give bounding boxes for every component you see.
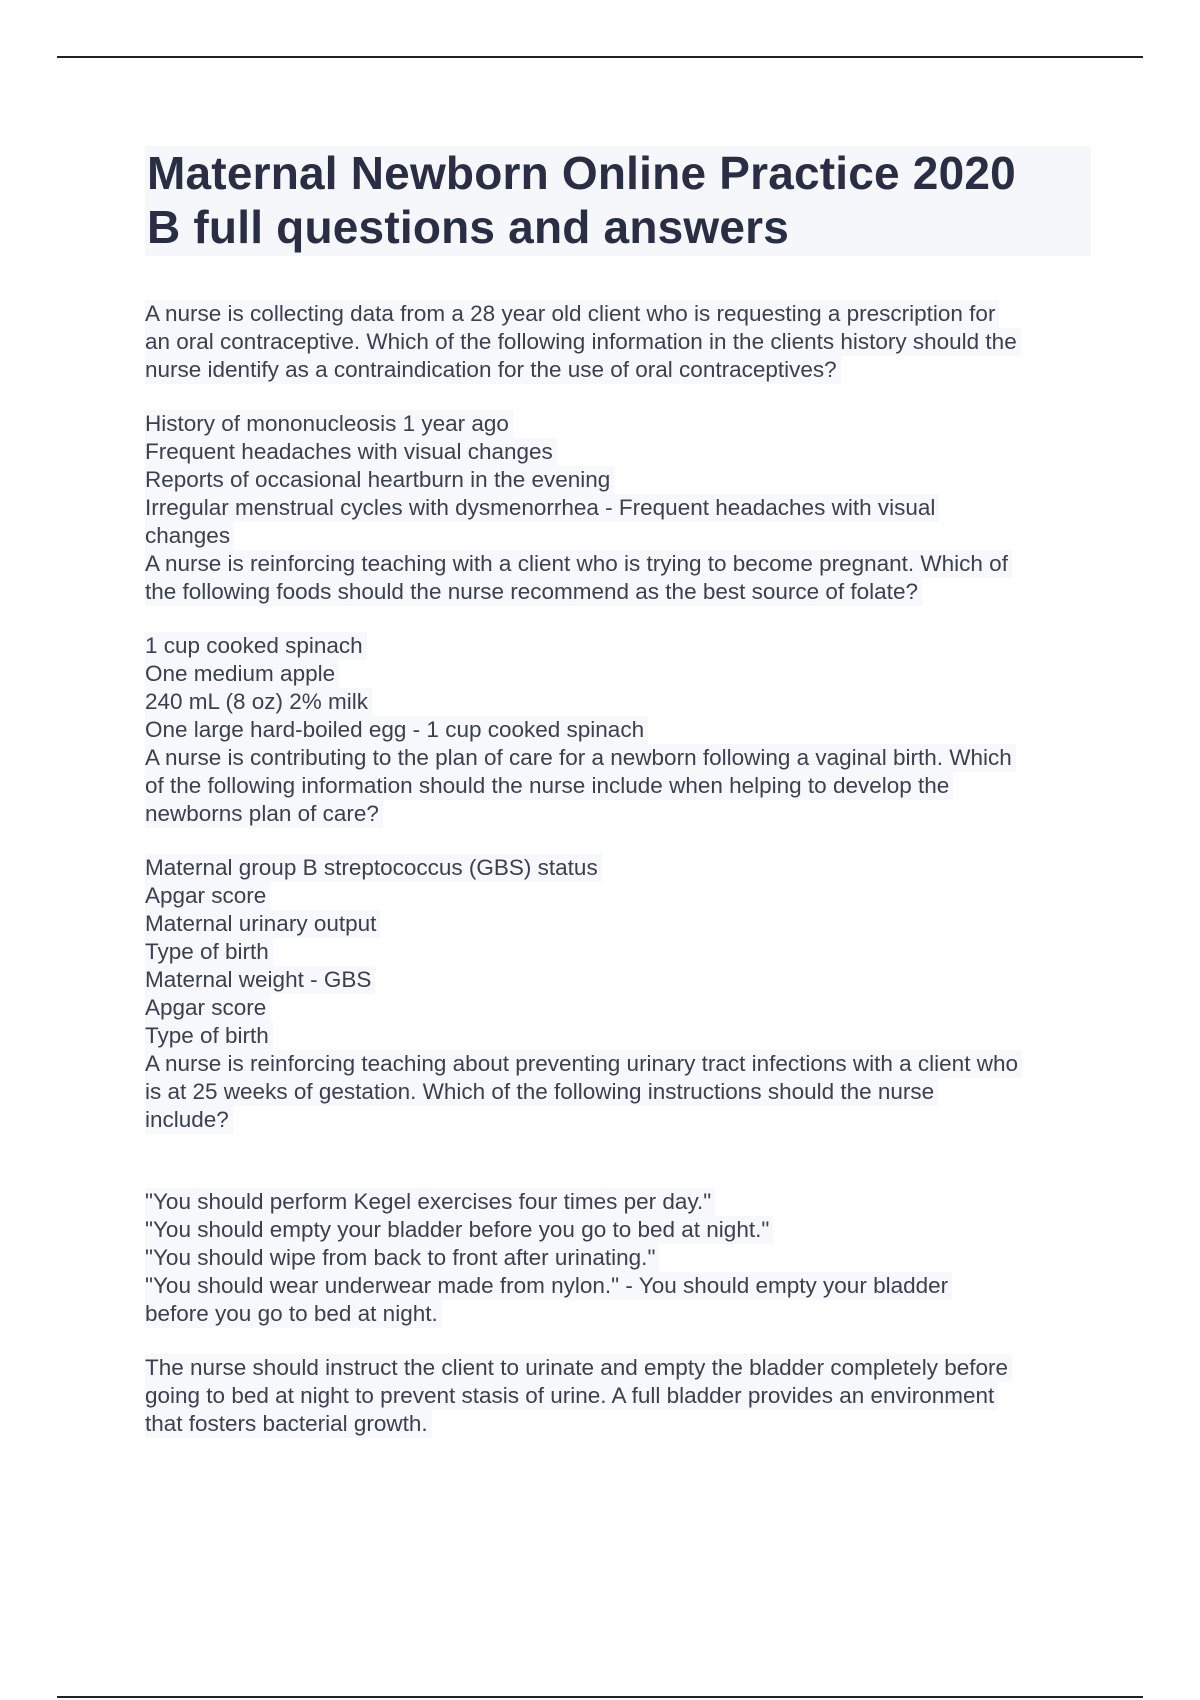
text-line: 1 cup cooked spinach <box>145 632 367 660</box>
text-line: Type of birth <box>145 938 273 966</box>
text-line: include? <box>145 1106 233 1134</box>
text-line: 240 mL (8 oz) 2% milk <box>145 688 372 716</box>
text-line: One large hard-boiled egg - 1 cup cooked spinach <box>145 716 648 744</box>
text-line: nurse identify as a contraindication for the use of oral contraceptives? <box>145 356 841 384</box>
text-line: Apgar score <box>145 994 270 1022</box>
title-line-1: Maternal Newborn Online Practice 2020 <box>147 147 1016 199</box>
title-line-2: B full questions and answers <box>147 201 790 253</box>
question-4-options <box>145 1188 1091 1328</box>
text-line: Reports of occasional heartburn in the evening <box>145 466 614 494</box>
text-line: A nurse is contributing to the plan of care for a newborn following a vaginal birth. Which <box>145 744 1016 772</box>
text-line: "You should wear underwear made from nylon." - You should empty your bladder <box>145 1272 952 1300</box>
text-line: The nurse should instruct the client to urinate and empty the bladder completely before <box>145 1354 1012 1382</box>
text-line: changes <box>145 522 234 550</box>
question-2-options-and-question-3-stem <box>145 632 1091 828</box>
text-line: that fosters bacterial growth. <box>145 1410 432 1438</box>
text-line: "You should perform Kegel exercises four times per day." <box>145 1188 715 1216</box>
top-divider <box>57 56 1143 58</box>
text-line: A nurse is reinforcing teaching with a client who is trying to become pregnant. Which of <box>145 550 1012 578</box>
text-line: before you go to bed at night. <box>145 1300 442 1328</box>
text-line: of the following information should the nurse include when helping to develop the <box>145 772 953 800</box>
text-line: Frequent headaches with visual changes <box>145 438 557 466</box>
text-line: Apgar score <box>145 882 270 910</box>
text-line: an oral contraceptive. Which of the following information in the clients history should the <box>145 328 1021 356</box>
text-line: Maternal weight - GBS <box>145 966 375 994</box>
question-4-rationale <box>145 1354 1091 1438</box>
bottom-divider <box>57 1696 1143 1698</box>
text-line: A nurse is collecting data from a 28 year old client who is requesting a prescription for <box>145 300 999 328</box>
text-line: "You should empty your bladder before you go to bed at night." <box>145 1216 773 1244</box>
text-line: One medium apple <box>145 660 339 688</box>
title-box <box>145 146 1091 256</box>
document-body <box>145 300 1091 1438</box>
text-line: going to bed at night to prevent stasis of urine. A full bladder provides an environment <box>145 1382 998 1410</box>
text-line: A nurse is reinforcing teaching about preventing urinary tract infections with a client who <box>145 1050 1022 1078</box>
question-1-stem <box>145 300 1091 384</box>
text-line: "You should wipe from back to front after urinating." <box>145 1244 659 1272</box>
text-line: Type of birth <box>145 1022 273 1050</box>
text-line: Irregular menstrual cycles with dysmenorrhea - Frequent headaches with visual <box>145 494 939 522</box>
text-line: Maternal urinary output <box>145 910 380 938</box>
question-3-options-and-question-4-stem <box>145 854 1091 1134</box>
question-1-options-and-question-2-stem <box>145 410 1091 606</box>
page-title <box>147 146 1091 254</box>
text-line: Maternal group B streptococcus (GBS) status <box>145 854 602 882</box>
text-line: is at 25 weeks of gestation. Which of the following instructions should the nurse <box>145 1078 938 1106</box>
text-line: the following foods should the nurse recommend as the best source of folate? <box>145 578 922 606</box>
text-line: newborns plan of care? <box>145 800 383 828</box>
text-line: History of mononucleosis 1 year ago <box>145 410 513 438</box>
